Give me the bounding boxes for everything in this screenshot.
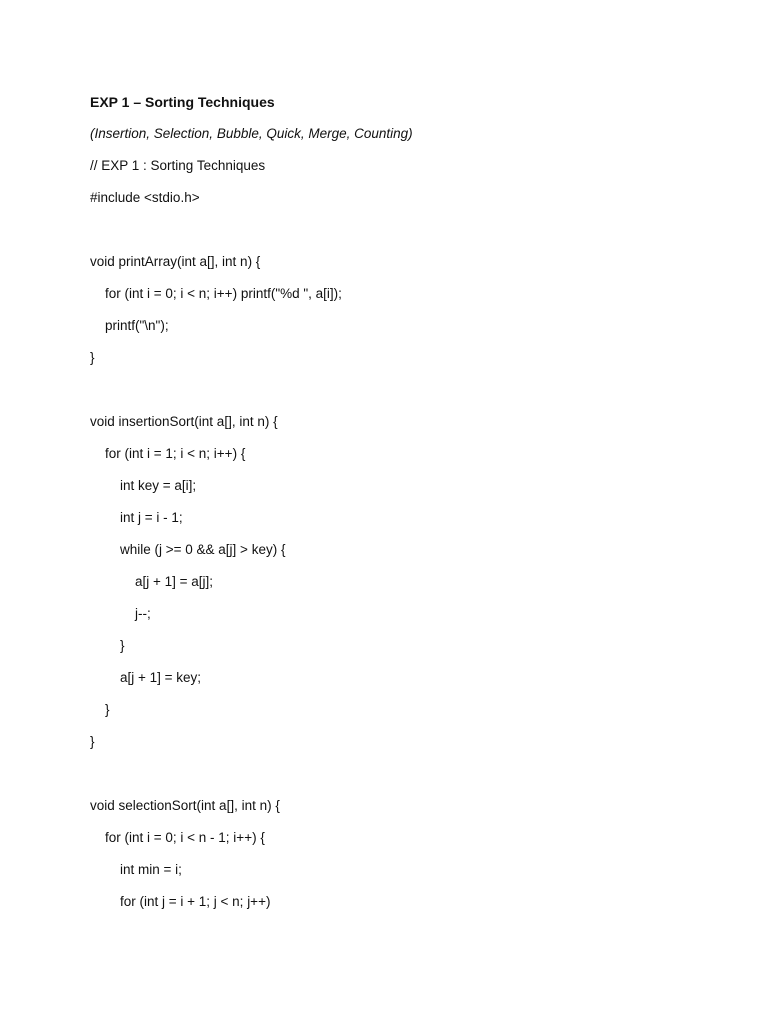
code-line: int key = a[i]; bbox=[90, 478, 197, 493]
code-line: #include <stdio.h> bbox=[90, 190, 200, 205]
code-line: int min = i; bbox=[90, 862, 182, 877]
code-line: printf("\n"); bbox=[90, 318, 169, 333]
code-line: int j = i - 1; bbox=[90, 510, 183, 525]
code-line: } bbox=[90, 734, 95, 749]
code-line: } bbox=[90, 702, 110, 717]
code-line: while (j >= 0 && a[j] > key) { bbox=[90, 542, 286, 557]
code-line: for (int i = 0; i < n - 1; i++) { bbox=[90, 830, 265, 845]
code-line: j--; bbox=[90, 606, 151, 621]
document-title: EXP 1 – Sorting Techniques bbox=[90, 94, 275, 110]
code-line: } bbox=[90, 638, 125, 653]
code-line: for (int j = i + 1; j < n; j++) bbox=[90, 894, 271, 909]
code-line: for (int i = 1; i < n; i++) { bbox=[90, 446, 246, 461]
code-line: a[j + 1] = a[j]; bbox=[90, 574, 214, 589]
document-subtitle: (Insertion, Selection, Bubble, Quick, Merge, Counting) bbox=[90, 126, 413, 141]
code-line: a[j + 1] = key; bbox=[90, 670, 202, 685]
code-line: } bbox=[90, 350, 95, 365]
code-line: // EXP 1 : Sorting Techniques bbox=[90, 158, 266, 173]
code-line: void selectionSort(int a[], int n) { bbox=[90, 798, 280, 813]
code-line: void insertionSort(int a[], int n) { bbox=[90, 414, 278, 429]
code-line: for (int i = 0; i < n; i++) printf("%d ", a[i]); bbox=[90, 286, 342, 301]
code-line: void printArray(int a[], int n) { bbox=[90, 254, 261, 269]
